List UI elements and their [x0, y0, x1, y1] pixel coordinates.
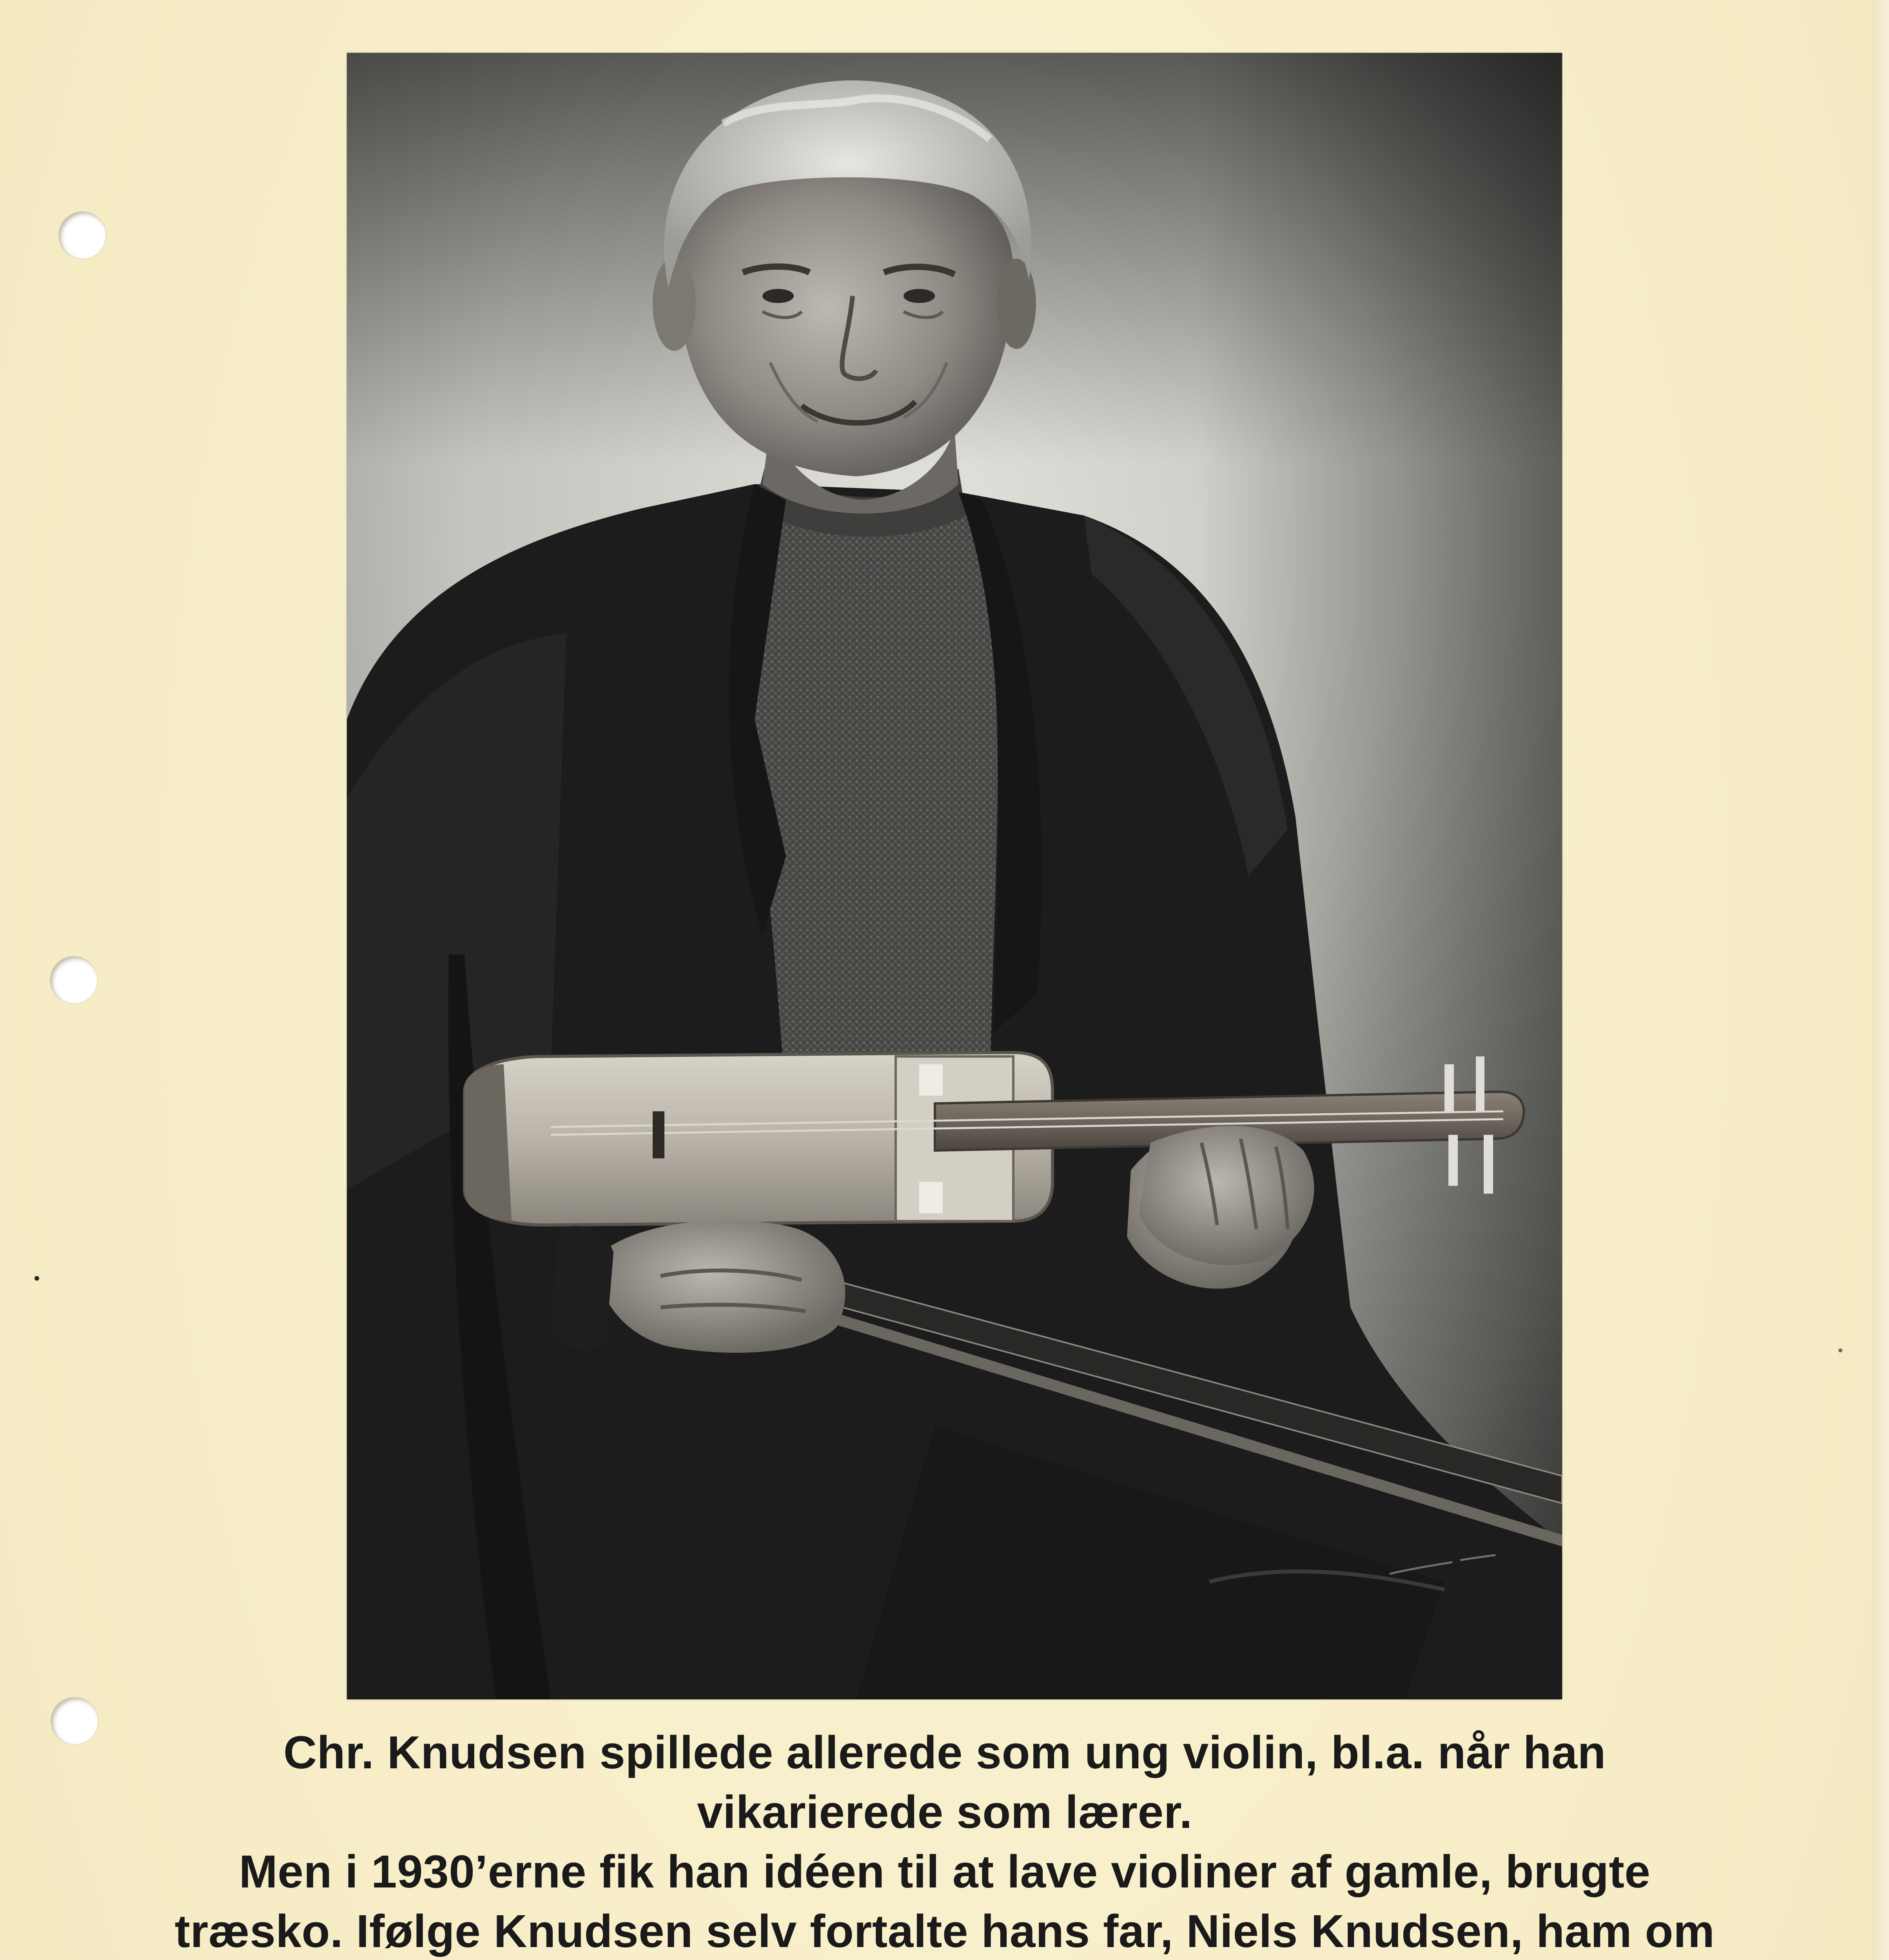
- binder-punch-hole: [59, 212, 106, 259]
- portrait-illustration: [347, 53, 1562, 1699]
- caption-line: Chr. Knudsen spillede allerede som ung violin, bl.a. når han: [283, 1727, 1606, 1779]
- portrait-photograph: [347, 53, 1562, 1699]
- scan-edge: [1872, 0, 1889, 1960]
- dust-speck: [1838, 1348, 1842, 1352]
- binder-punch-hole: [50, 956, 97, 1004]
- caption-line: vikarierede som lærer.: [697, 1786, 1192, 1838]
- photo-caption: [35, 1723, 1854, 1960]
- caption-line: Men i 1930’erne fik han idéen til at lave violiner af gamle, brugte: [239, 1846, 1651, 1898]
- dust-speck: [34, 1276, 39, 1281]
- caption-line: træsko. Ifølge Knudsen selv fortalte hans far, Niels Knudsen, ham om: [174, 1906, 1715, 1957]
